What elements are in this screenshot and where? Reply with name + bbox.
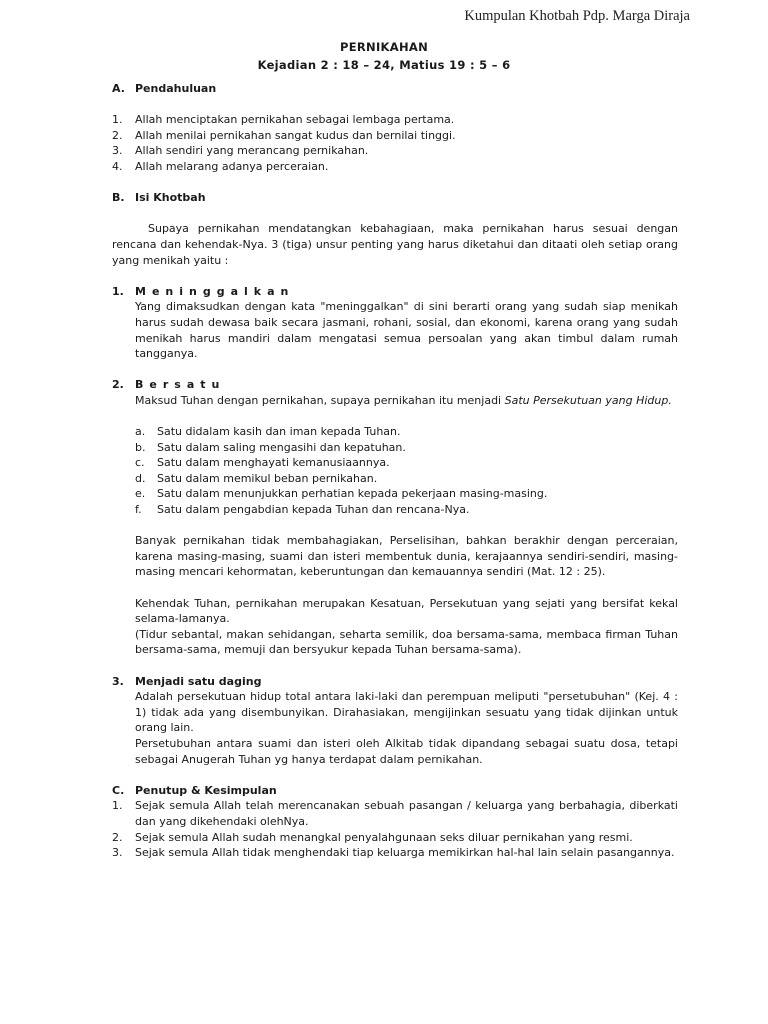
list-item: b. Satu dalam saling mengasihi dan kepatuhan.: [135, 440, 406, 454]
point-1-heading: 1. Meninggalkan: [112, 284, 295, 298]
list-item: e. Satu dalam menunjukkan perhatian kepada pekerjaan masing-masing.: [135, 487, 548, 501]
list-item: 1. Sejak semula Allah telah merencanakan sebuah pasangan / keluarga yang berbahagia, diberkati dan yang dikehendaki olehNya.: [112, 799, 678, 828]
document-body: [112, 81, 678, 861]
point-1-body: Yang dimaksudkan dengan kata "meninggalkan" di sini berarti orang yang sudah siap menikah harus sudah dewasa baik secara jasmani, rohani, sosial, dan ekonomi, karena orang yang sudah menikah harus mandiri dalam mengatasi semua persoalan yang akan timbul dalam rumah tangganya.: [135, 300, 678, 361]
list-item: 2. Sejak semula Allah sudah menangkal penyalahgunaan seks diluar pernikahan yang resmi.: [112, 830, 633, 844]
section-c-list: [112, 798, 678, 860]
list-item: 3. Allah sendiri yang merancang pernikahan.: [112, 144, 369, 158]
list-item: a. Satu didalam kasih dan iman kepada Tuhan.: [135, 425, 401, 439]
point-2-heading: 2. Bersatu: [112, 378, 226, 392]
point-2-body: Maksud Tuhan dengan pernikahan, supaya pernikahan itu menjadi Satu Persekutuan yang Hidup.: [135, 393, 672, 407]
list-item: 2. Allah menilai pernikahan sangat kudus dan bernilai tinggi.: [112, 128, 456, 142]
point-3-paragraph-2: Persetubuhan antara suami dan isteri oleh Alkitab tidak dipandang sebagai suatu dosa, tetapi sebagai Anugerah Tuhan yg hanya terdapat dalam pernikahan.: [135, 736, 678, 766]
list-item: 3. Sejak semula Allah tidak menghendaki tiap keluarga memikirkan hal-hal lain selain pasangannya.: [112, 846, 675, 860]
point-2-paragraph-2: Kehendak Tuhan, pernikahan merupakan Kesatuan, Persekutuan yang sejati yang bersifat kekal selama-lamanya.: [135, 596, 678, 626]
section-c-heading: C. Penutup & Kesimpulan: [112, 783, 277, 797]
point-2-paragraph-1: Banyak pernikahan tidak membahagiakan, Perselisihan, bahkan berakhir dengan perceraian, karena masing-masing, suami dan isteri membentuk dunia, kerajaannya sendiri-sendiri, masing-masing mencari kehormatan, keberuntungan dan kemauannya sendiri (Mat. 12 : 25).: [135, 534, 678, 579]
list-item: 4. Allah melarang adanya perceraian.: [112, 159, 329, 173]
list-item: 1. Allah menciptakan pernikahan sebagai lembaga pertama.: [112, 113, 455, 127]
title-block: [0, 38, 768, 74]
scripture-reference: Kejadian 2 : 18 – 24, Matius 19 : 5 – 6: [257, 58, 511, 72]
point-2-paragraph-3: (Tidur sebantal, makan sehidangan, seharta semilik, doa bersama-sama, membaca firman Tuhan bersama-sama, memuji dan bersyukur kepada Tuhan bersama-sama).: [135, 627, 678, 657]
section-a-heading: A. Pendahuluan: [112, 82, 217, 95]
list-item: f. Satu dalam pengabdian kepada Tuhan dan rencana-Nya.: [135, 503, 470, 517]
document-title: PERNIKAHAN: [339, 40, 428, 54]
section-a-list: [112, 112, 678, 174]
list-item: d. Satu dalam memikul beban pernikahan.: [135, 471, 378, 485]
section-b-heading: B. Isi Khotbah: [112, 191, 206, 205]
section-b-intro: Supaya pernikahan mendatangkan kebahagiaan, maka pernikahan harus sesuai dengan rencana dan kehendak-Nya. 3 (tiga) unsur penting yang harus diketahui dan ditaati oleh setiap orang yang menikah yaitu :: [112, 222, 678, 267]
point-3-paragraph-1: Adalah persekutuan hidup total antara laki-laki dan perempuan meliputi "persetubuhan" (Kej. 4 : 1) tidak ada yang disembunyikan. Dirahasiakan, mengijinkan sesuatu yang tidak dijinkan untuk orang lain.: [135, 690, 678, 735]
point-3-heading: 3. Menjadi satu daging: [112, 674, 262, 688]
point-2-list: [112, 424, 678, 518]
running-header: Kumpulan Khotbah Pdp. Marga Diraja: [464, 8, 690, 24]
list-item: c. Satu dalam menghayati kemanusiaannya.: [135, 456, 390, 470]
